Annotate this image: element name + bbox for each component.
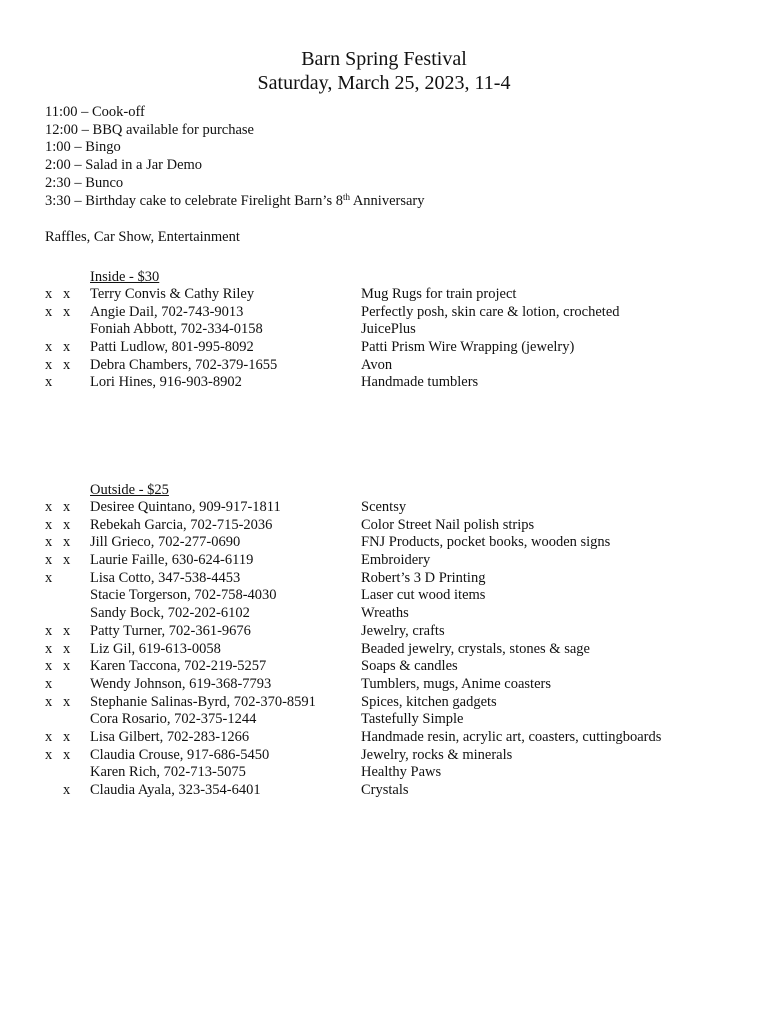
attendance-mark-2: x xyxy=(63,534,71,551)
vendor-products: Wreaths xyxy=(361,605,409,622)
vendor-row xyxy=(0,499,768,517)
document-title: Barn Spring Festival xyxy=(301,48,467,70)
schedule-item-anniversary xyxy=(45,193,425,211)
vendor-row xyxy=(0,321,768,339)
attendance-mark-1: x xyxy=(45,728,53,745)
vendor-name-contact: Terry Convis & Cathy Riley xyxy=(90,286,255,302)
schedule-item: 1:00 – Bingo xyxy=(45,139,121,156)
attendance-mark-2: x xyxy=(63,746,71,763)
vendor-name-contact: Stacie Torgerson, 702-758-4030 xyxy=(90,587,277,604)
vendor-row xyxy=(0,747,768,765)
extras-line: Raffles, Car Show, Entertainment xyxy=(45,229,240,245)
vendor-products: Soaps & candles xyxy=(361,658,458,675)
inside-vendor-list xyxy=(0,286,768,392)
vendor-name-contact: Cora Rosario, 702-375-1244 xyxy=(90,711,257,728)
attendance-mark-2: x xyxy=(63,640,71,657)
schedule-item-suffix: Anniversary xyxy=(350,192,425,209)
attendance-mark-1: x xyxy=(45,552,53,569)
vendor-name-contact: Lisa Cotto, 347-538-4453 xyxy=(90,569,241,586)
attendance-mark-2: x xyxy=(63,339,71,356)
attendance-mark-1: x xyxy=(45,499,53,515)
attendance-mark-2: x xyxy=(63,286,71,302)
vendor-name-contact: Claudia Ayala, 323-354-6401 xyxy=(90,782,261,798)
vendor-name-contact: Karen Taccona, 702-219-5257 xyxy=(90,658,267,675)
attendance-mark-1: x xyxy=(45,303,53,320)
ordinal-superscript: th xyxy=(342,191,350,202)
attendance-mark-2: x xyxy=(63,552,71,569)
attendance-mark-1: x xyxy=(45,356,53,373)
attendance-mark-2: x xyxy=(63,356,71,373)
vendor-row xyxy=(0,711,768,729)
schedule-item: 12:00 – BBQ available for purchase xyxy=(45,121,254,138)
schedule-item-prefix: 3:30 – Birthday cake to celebrate Firelight Barn’s 8 xyxy=(45,192,343,209)
attendance-mark-1: x xyxy=(45,516,53,533)
attendance-mark-1: x xyxy=(45,746,53,763)
attendance-mark-2: x xyxy=(63,622,71,639)
attendance-mark-1: x xyxy=(45,693,53,710)
attendance-mark-1: x xyxy=(45,658,53,675)
vendor-row xyxy=(0,534,768,552)
vendor-products: Tumblers, mugs, Anime coasters xyxy=(361,675,551,692)
attendance-mark-1: x xyxy=(45,640,53,657)
vendor-row xyxy=(0,587,768,605)
vendor-products: Spices, kitchen gadgets xyxy=(361,693,497,710)
attendance-mark-2: x xyxy=(63,499,71,515)
vendor-products: Perfectly posh, skin care & lotion, crocheted xyxy=(361,303,620,320)
vendor-products: Embroidery xyxy=(361,552,431,569)
vendor-row xyxy=(0,552,768,570)
schedule-item: 2:30 – Bunco xyxy=(45,174,124,191)
attendance-mark-1: x xyxy=(45,622,53,639)
vendor-name-contact: Sandy Bock, 702-202-6102 xyxy=(90,605,250,622)
vendor-name-contact: Wendy Johnson, 619-368-7793 xyxy=(90,675,272,692)
schedule-item: 2:00 – Salad in a Jar Demo xyxy=(45,157,203,174)
attendance-mark-2: x xyxy=(63,303,71,320)
vendor-row xyxy=(0,286,768,304)
vendor-name-contact: Patti Ludlow, 801-995-8092 xyxy=(90,339,254,356)
attendance-mark-1: x xyxy=(45,675,53,692)
attendance-mark-2: x xyxy=(63,658,71,675)
attendance-mark-2: x xyxy=(63,516,71,533)
vendor-name-contact: Liz Gil, 619-613-0058 xyxy=(90,640,221,657)
vendor-name-contact: Desiree Quintano, 909-917-1811 xyxy=(90,499,281,515)
vendor-row xyxy=(0,658,768,676)
vendor-row xyxy=(0,304,768,322)
vendor-name-contact: Jill Grieco, 702-277-0690 xyxy=(90,534,241,551)
vendor-products: Handmade tumblers xyxy=(361,374,479,391)
outside-vendor-list xyxy=(0,499,768,800)
vendor-products: Jewelry, crafts xyxy=(361,622,445,639)
vendor-name-contact: Lisa Gilbert, 702-283-1266 xyxy=(90,728,250,745)
vendor-name-contact: Angie Dail, 702-743-9013 xyxy=(90,303,244,320)
vendor-products: Patti Prism Wire Wrapping (jewelry) xyxy=(361,339,575,356)
vendor-name-contact: Rebekah Garcia, 702-715-2036 xyxy=(90,516,273,533)
vendor-products: Tastefully Simple xyxy=(361,711,464,728)
vendor-name-contact: Laurie Faille, 630-624-6119 xyxy=(90,552,254,569)
vendor-row xyxy=(0,517,768,535)
vendor-row xyxy=(0,729,768,747)
vendor-name-contact: Lori Hines, 916-903-8902 xyxy=(90,374,242,391)
attendance-mark-1: x xyxy=(45,569,53,586)
vendor-name-contact: Stephanie Salinas-Byrd, 702-370-8591 xyxy=(90,693,316,710)
vendor-row xyxy=(0,764,768,782)
vendor-name-contact: Foniah Abbott, 702-334-0158 xyxy=(90,321,263,338)
attendance-mark-1: x xyxy=(45,286,53,302)
vendor-row xyxy=(0,374,768,392)
outside-heading: Outside - $25 xyxy=(90,482,169,498)
document-subtitle: Saturday, March 25, 2023, 11-4 xyxy=(257,72,511,94)
vendor-products: Scentsy xyxy=(361,499,407,515)
vendor-row xyxy=(0,694,768,712)
vendor-name-contact: Debra Chambers, 702-379-1655 xyxy=(90,356,278,373)
attendance-mark-1: x xyxy=(45,534,53,551)
vendor-name-contact: Patty Turner, 702-361-9676 xyxy=(90,622,251,639)
vendor-name-contact: Claudia Crouse, 917-686-5450 xyxy=(90,746,270,763)
vendor-products: Laser cut wood items xyxy=(361,587,486,604)
schedule-item: 11:00 – Cook-off xyxy=(45,104,145,120)
schedule xyxy=(45,104,425,210)
vendor-products: FNJ Products, pocket books, wooden signs xyxy=(361,534,611,551)
vendor-row xyxy=(0,357,768,375)
vendor-products: Avon xyxy=(361,356,393,373)
attendance-mark-2: x xyxy=(63,693,71,710)
vendor-row xyxy=(0,623,768,641)
vendor-products: Handmade resin, acrylic art, coasters, cuttingboards xyxy=(361,728,662,745)
vendor-products: Jewelry, rocks & minerals xyxy=(361,746,513,763)
attendance-mark-1: x xyxy=(45,374,53,391)
attendance-mark-2: x xyxy=(63,782,71,798)
vendor-products: JuicePlus xyxy=(361,321,416,338)
vendor-name-contact: Karen Rich, 702-713-5075 xyxy=(90,764,246,781)
vendor-row xyxy=(0,676,768,694)
vendor-row xyxy=(0,339,768,357)
vendor-row xyxy=(0,782,768,800)
inside-heading: Inside - $30 xyxy=(90,269,160,285)
vendor-row xyxy=(0,641,768,659)
vendor-products: Robert’s 3 D Printing xyxy=(361,569,486,586)
vendor-products: Mug Rugs for train project xyxy=(361,286,517,302)
vendor-row xyxy=(0,605,768,623)
attendance-mark-1: x xyxy=(45,339,53,356)
vendor-products: Healthy Paws xyxy=(361,764,442,781)
vendor-row xyxy=(0,570,768,588)
vendor-products: Color Street Nail polish strips xyxy=(361,516,535,533)
vendor-products: Crystals xyxy=(361,782,409,798)
attendance-mark-2: x xyxy=(63,728,71,745)
vendor-products: Beaded jewelry, crystals, stones & sage xyxy=(361,640,590,657)
